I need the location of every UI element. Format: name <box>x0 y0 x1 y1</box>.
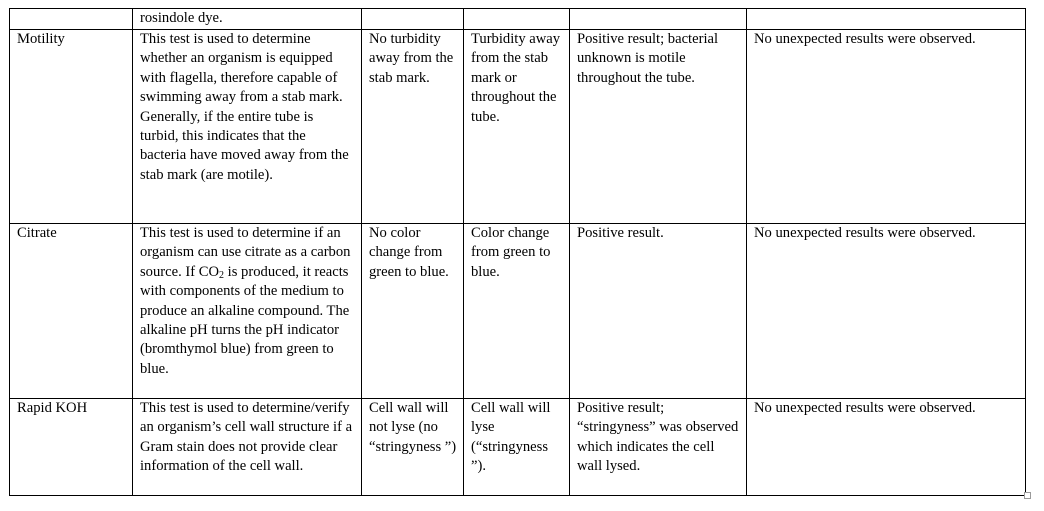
negative-cell: Cell wall will not lyse (no “stringyness ”) <box>362 399 464 496</box>
results-table <box>9 8 1026 496</box>
test-name-cell: Rapid KOH <box>10 399 133 496</box>
purpose-text-end: is produced, it reacts with components of the medium to produce an alkaline compound. The alkaline pH turns the pH indicator (bromthymol blue) from green to blue. <box>140 263 350 377</box>
unexpected-cell: No unexpected results were observed. <box>747 399 1026 496</box>
fragment-cell-test <box>10 9 133 30</box>
positive-cell: Turbidity away from the stab mark or throughout the tube. <box>464 30 570 224</box>
positive-cell: Color change from green to blue. <box>464 224 570 399</box>
fragment-cell-negative <box>362 9 464 30</box>
purpose-cell: This test is used to determine/verify an organism’s cell wall structure if a Gram stain does not provide clear information of the cell wall. <box>133 399 362 496</box>
unexpected-cell: No unexpected results were observed. <box>747 224 1026 399</box>
subscript-two: 2 <box>219 269 225 281</box>
positive-cell: Cell wall will lyse (“stringyness ”). <box>464 399 570 496</box>
table-resize-handle[interactable] <box>1024 492 1031 499</box>
negative-cell: No turbidity away from the stab mark. <box>362 30 464 224</box>
purpose-cell <box>133 224 362 399</box>
purpose-text-start: This test is used to determine if an organism can use citrate as a carbon source. If CO <box>140 225 351 280</box>
result-cell: Positive result; “stringyness” was observed which indicates the cell wall lysed. <box>570 399 747 496</box>
result-cell: Positive result. <box>570 224 747 399</box>
test-name-cell: Citrate <box>10 224 133 399</box>
unexpected-cell: No unexpected results were observed. <box>747 30 1026 224</box>
table-row-motility <box>10 30 1026 224</box>
fragment-cell-result <box>570 9 747 30</box>
fragment-cell-positive <box>464 9 570 30</box>
fragment-cell-unexpected <box>747 9 1026 30</box>
table-row-rapid-koh <box>10 399 1026 496</box>
test-name-cell: Motility <box>10 30 133 224</box>
negative-cell: No color change from green to blue. <box>362 224 464 399</box>
purpose-cell: This test is used to determine whether an organism is equipped with flagella, therefore capable of swimming away from a stab mark. Generally, if the entire tube is turbid, this indicates that the bacteria have moved away from the stab mark (are motile). <box>133 30 362 224</box>
table-row-fragment <box>10 9 1026 30</box>
fragment-cell-purpose: rosindole dye. <box>133 9 362 30</box>
table-row-citrate <box>10 224 1026 399</box>
result-cell: Positive result; bacterial unknown is motile throughout the tube. <box>570 30 747 224</box>
